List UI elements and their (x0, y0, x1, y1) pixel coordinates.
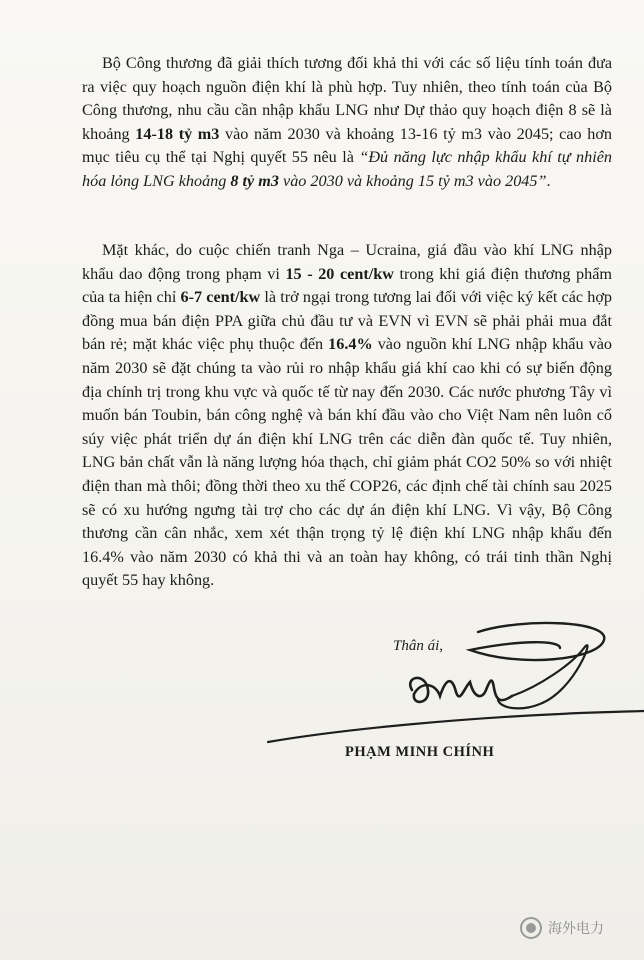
watermark-text: 海外电力 (548, 921, 604, 937)
quote-bold-figure: 8 tỷ m3 (230, 171, 279, 190)
text-run: vào nguồn khí LNG nhập khẩu vào năm 2030 sẽ đặt chúng ta vào rủi ro nhập khẩu giá khí cao khi có sự biến động địa chính trị trong khu vực và quốc tế từ nay đến 2030. Các nước phương Tây vì muốn bán Toubin, bán công nghệ và bán khí đầu vào cho Việt Nam nên luôn cổ súy việc phát triển dự án điện khí LNG trên các diễn đàn quốc tế. Tuy nhiên, LNG bản chất vẫn là năng lượng hóa thạch, chỉ giảm phát CO2 50% so với nhiệt điện than mà thôi; đồng thời theo xu thế COP26, các định chế tài chính sau 2025 sẽ có xu hướng ngưng tài trợ cho các dự án điện khí LNG. Vì vậy, Bộ Công thương cần cân nhắc, xem xét thận trọng tỷ lệ điện khí LNG nhập khẩu đến 16.4% vào năm 2030 có khả thi và an toàn hay không, có trái tinh thần Nghị quyết 55 hay không. (82, 335, 612, 590)
text-run: Bộ Công thương đã giải thích tương đối khả thi với các số liệu tính toán đưa ra việc quy hoạch nguồn điện khí là phù hợp. Tuy nhiên, theo tính toán của Bộ Công thương, nhu cầu cần nhập khẩu LNG như Dự thảo quy hoạch điện 8 sẽ là khoảng (82, 54, 612, 143)
text-run: vào năm 2030 và khoảng 13-16 tỷ m3 vào 2045; cao hơn mục tiêu cụ thể tại Nghị quyết 55 nêu là (82, 124, 613, 167)
bold-figure: 16.4% (328, 335, 373, 354)
watermark (520, 917, 604, 939)
paragraph-1 (82, 52, 612, 194)
wechat-icon (520, 917, 542, 939)
closing-salutation: Thân ái, (393, 638, 444, 654)
paragraph-2 (82, 239, 612, 593)
text-run: trong khi giá điện thương phẩm của ta hiện chỉ (82, 264, 613, 307)
quote-run: “Đủ năng lực nhập khẩu khí tự nhiên hóa lỏng LNG khoảng (82, 148, 612, 190)
text-run: Mặt khác, do cuộc chiến tranh Nga – Ucraina, giá đầu vào khí LNG nhập khẩu dao động trong phạm vi (82, 241, 612, 283)
quote-run: vào 2030 và khoảng 15 tỷ m3 vào 2045” (278, 171, 547, 190)
bold-figure: 6-7 cent/kw (180, 288, 261, 307)
bold-figure: 14-18 tỷ m3 (135, 124, 220, 143)
signer-name: PHẠM MINH CHÍNH (345, 744, 495, 760)
text-run: . (546, 171, 551, 190)
bold-figure: 15 - 20 cent/kw (285, 264, 394, 283)
text-run: là trở ngại trong tương lai đối với việc ký kết các hợp đồng mua bán điện PPA giữa chủ đầu tư và EVN vì EVN sẽ phải phải mua đắt bán rẻ; mặt khác việc phụ thuộc đến (82, 288, 612, 354)
